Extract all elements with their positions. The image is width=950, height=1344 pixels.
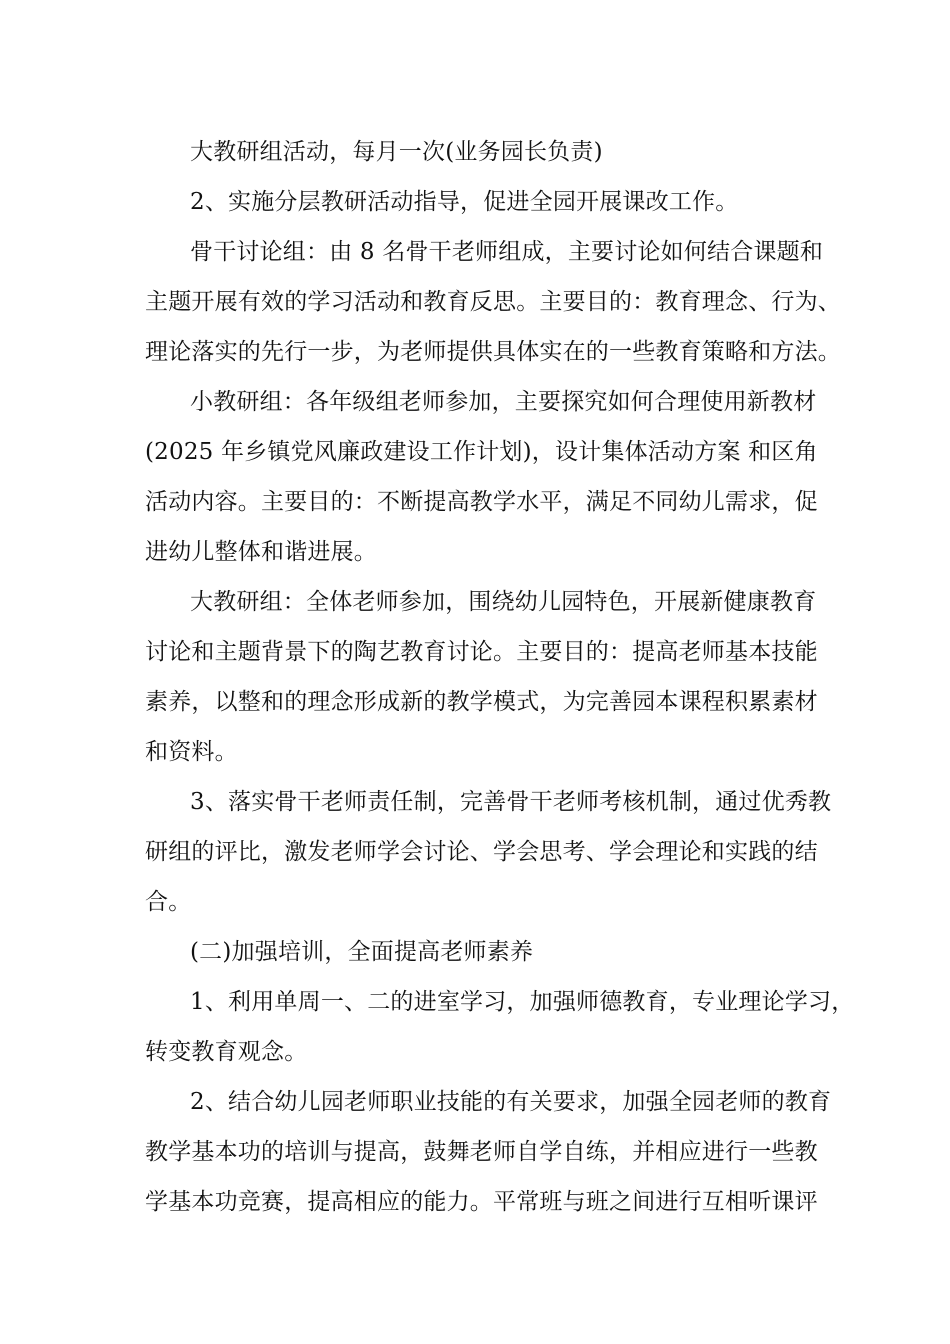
text-line: 小教研组：各年级组老师参加，主要探究如何合理使用新教材 xyxy=(190,389,817,415)
text-line: 骨干讨论组：由 8 名骨干老师组成，主要讨论如何结合课题和 xyxy=(190,239,824,265)
text-line: 学基本功竞赛，提高相应的能力。平常班与班之间进行互相听课评 xyxy=(145,1189,818,1215)
text-line: 大教研组活动，每月一次(业务园长负责) xyxy=(190,139,603,165)
text-line: 2、实施分层教研活动指导，促进全园开展课改工作。 xyxy=(190,189,739,215)
text-line: 进幼儿整体和谐进展。 xyxy=(145,539,377,565)
text-line: 和资料。 xyxy=(145,739,238,765)
text-line: 大教研组：全体老师参加，围绕幼儿园特色，开展新健康教育 xyxy=(190,589,817,615)
text-line: 合。 xyxy=(145,889,192,915)
section-heading: (二)加强培训，全面提高老师素养 xyxy=(190,939,534,965)
text-line: 1、利用单周一、二的进室学习，加强师德教育，专业理论学习， xyxy=(190,989,855,1015)
text-line: 教学基本功的培训与提高，鼓舞老师自学自练，并相应进行一些教 xyxy=(145,1139,818,1165)
text-line: 讨论和主题背景下的陶艺教育讨论。主要目的：提高老师基本技能 xyxy=(145,639,818,665)
text-line: 2、结合幼儿园老师职业技能的有关要求，加强全园老师的教育 xyxy=(190,1089,832,1115)
text-line: 活动内容。主要目的：不断提高教学水平，满足不同幼儿需求，促 xyxy=(145,489,818,515)
text-line: 主题开展有效的学习活动和教育反思。主要目的：教育理念、行为、 xyxy=(145,289,841,315)
text-line: 3、落实骨干老师责任制，完善骨干老师考核机制，通过优秀教 xyxy=(190,789,832,815)
text-line: 研组的评比，激发老师学会讨论、学会思考、学会理论和实践的结 xyxy=(145,839,818,865)
text-line: (2025 年乡镇党风廉政建设工作计划)，设计集体活动方案 和区角 xyxy=(145,439,818,465)
text-line: 转变教育观念。 xyxy=(145,1039,308,1065)
text-line: 理论落实的先行一步，为老师提供具体实在的一些教育策略和方法。 xyxy=(145,339,841,365)
text-line: 素养，以整和的理念形成新的教学模式，为完善园本课程积累素材 xyxy=(145,689,818,715)
